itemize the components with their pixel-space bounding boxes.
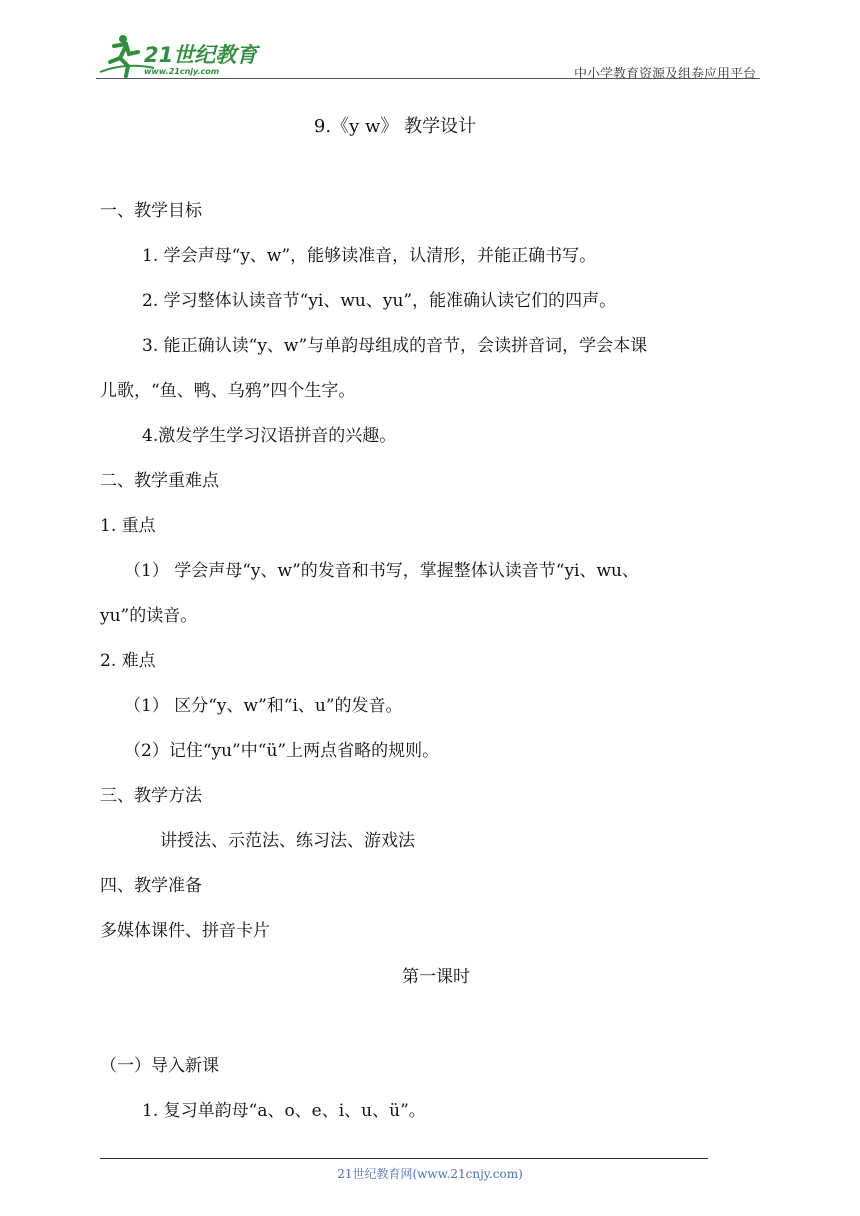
preparation-list: 多媒体课件、拼音卡片: [100, 921, 270, 941]
difficulty-item-1: （1） 区分“y、w”和“i、u”的发音。: [124, 696, 403, 716]
difficulty-item-2: （2）记住“yu”中“ü”上两点省略的规则。: [124, 741, 440, 761]
key-point-heading: 1. 重点: [100, 516, 156, 536]
page-header: [96, 30, 760, 80]
logo-21cnjy: [96, 32, 266, 78]
document-title: [0, 112, 860, 138]
header-slogan: 中小学教育资源及组卷应用平台: [573, 67, 756, 82]
methods-list: 讲授法、示范法、练习法、游戏法: [160, 831, 415, 851]
footer-text: 21世纪教育网(www.21cnjy.com): [337, 1167, 523, 1181]
intro-item-1: 1. 复习单韵母“a、o、e、i、u、ü”。: [142, 1101, 426, 1121]
lesson-title: 第一课时: [402, 967, 470, 987]
section-heading-methods: 三、教学方法: [100, 786, 202, 806]
goal-item-4: 4.激发学生学习汉语拼音的兴趣。: [142, 426, 397, 446]
section-heading-goals: 一、教学目标: [100, 201, 202, 221]
goal-item-1: 1. 学会声母“y、w”，能够读准音，认清形，并能正确书写。: [142, 246, 597, 266]
footer-divider: [100, 1158, 708, 1159]
header-divider: [96, 78, 760, 79]
section-heading-preparation: 四、教学准备: [100, 876, 202, 896]
document-title-text: 9.《y w》 教学设计: [313, 116, 477, 137]
subsection-heading-intro: （一）导入新课: [100, 1056, 219, 1076]
key-point-item-line-1: （1） 学会声母“y、w”的发音和书写，掌握整体认读音节“yi、wu、: [124, 561, 639, 581]
key-point-item-line-2: yu”的读音。: [100, 606, 198, 626]
goal-item-3-line-2: 儿歌，“鱼、鸭、乌鸦”四个生字。: [100, 381, 356, 401]
logo-url: www.21cnjy.com: [144, 67, 220, 76]
goal-item-2: 2. 学习整体认读音节“yi、wu、yu”，能准确认读它们的四声。: [142, 291, 617, 311]
logo-text: 21世纪教育: [144, 43, 258, 67]
goal-item-3-line-1: 3. 能正确认读“y、w”与单韵母组成的音节，会读拼音词，学会本课: [142, 336, 648, 356]
section-heading-key-points: 二、教学重难点: [100, 471, 219, 491]
difficulty-heading: 2. 难点: [100, 651, 156, 671]
